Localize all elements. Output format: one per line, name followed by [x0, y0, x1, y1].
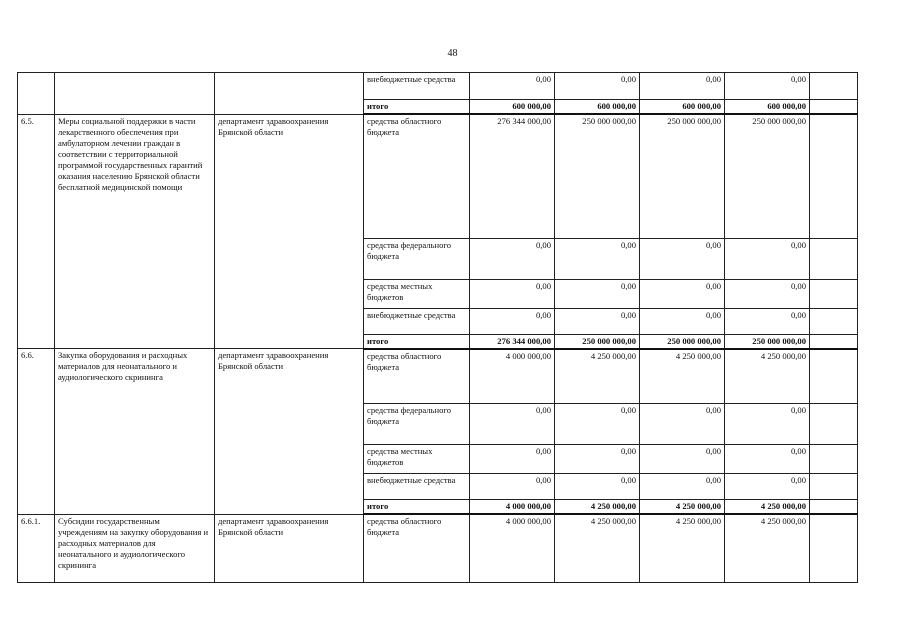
empty-cell: [810, 114, 858, 238]
empty-cell: [810, 334, 858, 349]
amount-cell: 4 000 000,00: [470, 349, 555, 404]
empty-cell: [810, 100, 858, 115]
department-cell: департамент здравоохранения Брянской области: [215, 349, 364, 515]
amount-cell: 600 000,00: [555, 100, 640, 115]
amount-cell: 276 344 000,00: [470, 114, 555, 238]
funding-source: средства местных бюджетов: [364, 279, 470, 308]
table-row: [18, 514, 858, 582]
amount-cell: 4 250 000,00: [640, 514, 725, 582]
amount-cell: 250 000 000,00: [555, 114, 640, 238]
amount-cell: 600 000,00: [470, 100, 555, 115]
amount-cell: 4 250 000,00: [640, 349, 725, 404]
measure-name-cell: [55, 73, 215, 115]
amount-cell: 0,00: [470, 445, 555, 474]
empty-cell: [810, 514, 858, 582]
amount-cell: 0,00: [640, 474, 725, 500]
amount-cell: 0,00: [640, 404, 725, 445]
amount-cell: 4 000 000,00: [470, 500, 555, 515]
department-cell: департамент здравоохранения Брянской области: [215, 114, 364, 349]
department-cell: [215, 73, 364, 115]
amount-cell: 0,00: [640, 445, 725, 474]
amount-cell: 0,00: [725, 73, 810, 100]
amount-cell: 0,00: [470, 308, 555, 334]
empty-cell: [810, 279, 858, 308]
amount-cell: 0,00: [555, 279, 640, 308]
amount-cell: 0,00: [555, 404, 640, 445]
funding-source-total: итого: [364, 334, 470, 349]
funding-source: средства местных бюджетов: [364, 445, 470, 474]
empty-cell: [810, 238, 858, 279]
funding-source: средства областного бюджета: [364, 114, 470, 238]
empty-cell: [810, 73, 858, 100]
amount-cell: 0,00: [640, 238, 725, 279]
empty-cell: [810, 445, 858, 474]
amount-cell: 0,00: [555, 73, 640, 100]
amount-cell: 4 250 000,00: [725, 514, 810, 582]
budget-table: [17, 72, 858, 583]
amount-cell: 276 344 000,00: [470, 334, 555, 349]
table-row: [18, 73, 858, 100]
number-cell: 6.5.: [18, 114, 55, 349]
funding-source: внебюджетные средства: [364, 308, 470, 334]
amount-cell: 250 000 000,00: [640, 334, 725, 349]
measure-name-cell: Субсидии государственным учреждениям на закупку оборудования и расходных материалов для неонатального и аудиологического скрининга: [55, 514, 215, 582]
empty-cell: [810, 474, 858, 500]
amount-cell: 0,00: [555, 445, 640, 474]
page-number: 48: [447, 48, 458, 59]
empty-cell: [810, 349, 858, 404]
measure-name-cell: Закупка оборудования и расходных материалов для неонатального и аудиологического скрининга: [55, 349, 215, 515]
amount-cell: 250 000 000,00: [555, 334, 640, 349]
amount-cell: 0,00: [725, 279, 810, 308]
funding-source: средства областного бюджета: [364, 514, 470, 582]
amount-cell: 0,00: [555, 238, 640, 279]
amount-cell: 4 250 000,00: [555, 349, 640, 404]
amount-cell: 4 250 000,00: [640, 500, 725, 515]
amount-cell: 0,00: [470, 238, 555, 279]
funding-source: средства федерального бюджета: [364, 238, 470, 279]
amount-cell: 4 250 000,00: [555, 500, 640, 515]
amount-cell: 0,00: [470, 73, 555, 100]
amount-cell: 4 000 000,00: [470, 514, 555, 582]
amount-cell: 4 250 000,00: [555, 514, 640, 582]
table-row: [18, 114, 858, 238]
funding-source-total: итого: [364, 500, 470, 515]
amount-cell: 0,00: [725, 445, 810, 474]
funding-source: средства федерального бюджета: [364, 404, 470, 445]
amount-cell: 600 000,00: [640, 100, 725, 115]
table-row: [18, 349, 858, 404]
amount-cell: 0,00: [640, 73, 725, 100]
department-cell: департамент здравоохранения Брянской области: [215, 514, 364, 582]
number-cell: [18, 73, 55, 115]
empty-cell: [810, 308, 858, 334]
measure-name-cell: Меры социальной поддержки в части лекарственного обеспечения при амбулаторном лечении граждан в соответствии с территориальной программой государственных гарантий оказания населению Брянской области бесплатной медицинской помощи: [55, 114, 215, 349]
number-cell: 6.6.1.: [18, 514, 55, 582]
empty-cell: [810, 500, 858, 515]
amount-cell: 0,00: [470, 474, 555, 500]
amount-cell: 0,00: [640, 279, 725, 308]
amount-cell: 4 250 000,00: [725, 349, 810, 404]
amount-cell: 250 000 000,00: [640, 114, 725, 238]
amount-cell: 0,00: [725, 308, 810, 334]
amount-cell: 0,00: [470, 279, 555, 308]
funding-source: внебюджетные средства: [364, 73, 470, 100]
amount-cell: 4 250 000,00: [725, 500, 810, 515]
amount-cell: 0,00: [640, 308, 725, 334]
funding-source: средства областного бюджета: [364, 349, 470, 404]
amount-cell: 0,00: [725, 238, 810, 279]
funding-source-total: итого: [364, 100, 470, 115]
funding-source: внебюджетные средства: [364, 474, 470, 500]
empty-cell: [810, 404, 858, 445]
amount-cell: 0,00: [725, 474, 810, 500]
number-cell: 6.6.: [18, 349, 55, 515]
amount-cell: 600 000,00: [725, 100, 810, 115]
amount-cell: 0,00: [470, 404, 555, 445]
amount-cell: 0,00: [725, 404, 810, 445]
amount-cell: 250 000 000,00: [725, 114, 810, 238]
amount-cell: 0,00: [555, 474, 640, 500]
amount-cell: 0,00: [555, 308, 640, 334]
amount-cell: 250 000 000,00: [725, 334, 810, 349]
